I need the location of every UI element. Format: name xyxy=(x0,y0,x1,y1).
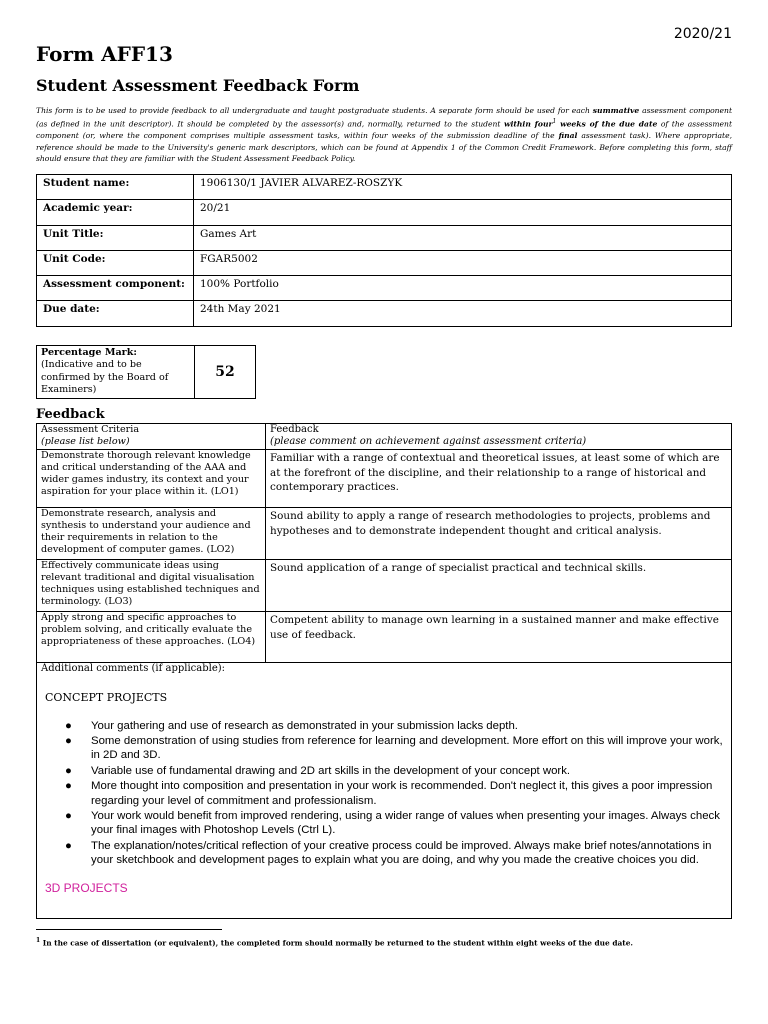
list-item xyxy=(41,779,727,808)
details-row xyxy=(37,250,732,275)
intro-text: assessment component (as defined in the unit descriptor). It should be completed by the assessor(s) and, normally, returned to the student xyxy=(36,106,732,129)
additional-comments-row xyxy=(37,662,732,918)
footnote xyxy=(36,937,633,947)
bullet-icon: ● xyxy=(65,735,72,748)
percentage-mark-label xyxy=(37,346,195,399)
criteria-header-title: Assessment Criteria xyxy=(41,424,140,435)
feedback-text: Familiar with a range of contextual and theoretical issues, at least some of which are at the forefront of the discipline, and their relationship to a range of historical and contemporary practices. xyxy=(266,449,732,507)
feedback-header-row xyxy=(37,424,732,450)
feedback-text: Sound application of a range of specialist practical and technical skills. xyxy=(266,559,732,611)
bullet-icon: ● xyxy=(65,764,72,777)
percentage-mark-value: 52 xyxy=(195,346,256,399)
academic-year-header: 2020/21 xyxy=(673,26,732,42)
additional-comments-cell xyxy=(37,662,732,918)
details-label: Due date: xyxy=(37,301,194,326)
list-item-text: Variable use of fundamental drawing and 2D art skills in the development of your concept work. xyxy=(91,764,571,777)
details-value: 100% Portfolio xyxy=(194,276,732,301)
details-value: 20/21 xyxy=(194,200,732,225)
criteria-header xyxy=(37,424,266,450)
criteria-text: Demonstrate research, analysis and synthesis to understand your audience and their requirements in relation to the development of computer games. (LO2) xyxy=(37,507,266,559)
details-row xyxy=(37,301,732,326)
footnote-text: In the case of dissertation (or equivalent), the completed form should normally be returned to the student within eight weeks of the due date. xyxy=(40,938,633,948)
list-item xyxy=(41,734,727,763)
intro-bold: within four xyxy=(503,119,553,129)
footnote-number: 1 xyxy=(36,937,41,944)
list-item-text: More thought into composition and presentation in your work is recommended. Don't neglect it, this gives a poor impression regarding your level of commitment and professionalism. xyxy=(91,780,713,807)
additional-comments-label: Additional comments (if applicable): xyxy=(41,662,226,674)
feedback-header xyxy=(266,424,732,450)
criteria-text: Demonstrate thorough relevant knowledge and critical understanding of the AAA and wider games industry, its context and your aspiration for your place within it. (LO1) xyxy=(37,449,266,507)
list-item-text: Some demonstration of using studies from reference for learning and development. More effort on this will improve your work, in 2D and 3D. xyxy=(91,735,723,762)
intro-paragraph xyxy=(36,105,732,165)
feedback-text: Sound ability to apply a range of research methodologies to projects, problems and hypotheses and to demonstrate independent thought and critical analysis. xyxy=(266,507,732,559)
details-value: 24th May 2021 xyxy=(194,301,732,326)
feedback-heading: Feedback xyxy=(36,407,105,422)
percentage-mark-box xyxy=(36,345,256,399)
details-row xyxy=(37,200,732,225)
intro-bold: final xyxy=(558,131,578,141)
bullet-icon: ● xyxy=(65,719,72,732)
details-label: Academic year: xyxy=(37,200,194,225)
bullet-icon: ● xyxy=(65,810,72,823)
criteria-header-note: (please list below) xyxy=(41,436,130,448)
feedback-header-title: Feedback xyxy=(270,424,319,435)
details-row xyxy=(37,175,732,200)
list-item xyxy=(41,809,727,838)
details-value: 1906130/1 JAVIER ALVAREZ-ROSZYK xyxy=(194,175,732,200)
list-item xyxy=(41,719,727,733)
feedback-header-note: (please comment on achievement against assessment criteria) xyxy=(270,436,587,448)
criteria-text: Apply strong and specific approaches to problem solving, and critically evaluate the appropriateness of these approaches. (LO4) xyxy=(37,611,266,662)
intro-text: of the assessment component (or, where the component comprises multiple assessment tasks, within four weeks of the submission deadline of the xyxy=(36,119,732,141)
details-label: Assessment component: xyxy=(37,276,194,301)
3d-projects-heading: 3D PROJECTS xyxy=(45,880,128,895)
list-item-text: The explanation/notes/critical reflection of your creative process could be improved. Always make brief notes/annotations in your sketchbook and development pages to explain what you are doing, and why you made the creative choices you did. xyxy=(91,839,712,867)
details-value: Games Art xyxy=(194,225,732,250)
feedback-table xyxy=(36,423,732,919)
criteria-text: Effectively communicate ideas using relevant traditional and digital visualisation techniques using established techniques and terminology. (LO3) xyxy=(37,559,266,611)
feedback-text: Competent ability to manage own learning in a sustained manner and make effective use of feedback. xyxy=(266,611,732,662)
bullet-icon: ● xyxy=(65,780,72,793)
criteria-row xyxy=(37,559,732,611)
footnote-divider xyxy=(36,929,222,930)
intro-bold: weeks of the due date xyxy=(556,119,658,129)
percentage-mark-title: Percentage Mark: xyxy=(41,347,137,358)
criteria-row xyxy=(37,449,732,507)
details-label: Unit Title: xyxy=(37,225,194,250)
details-label: Unit Code: xyxy=(37,250,194,275)
criteria-row xyxy=(37,611,732,662)
list-item-text: Your work would benefit from improved rendering, using a wider range of values when presenting your images. Always check your final images with Photoshop Levels (Ctrl L). xyxy=(91,810,720,837)
bullet-icon: ● xyxy=(65,839,72,852)
details-label: Student name: xyxy=(37,175,194,200)
comments-list xyxy=(41,719,727,868)
details-value: FGAR5002 xyxy=(194,250,732,275)
intro-text: This form is to be used to provide feedback to all undergraduate and taught postgraduate students. A separate form should be used for each xyxy=(36,106,593,115)
percentage-mark-note: (Indicative and to be confirmed by the Board of Examiners) xyxy=(41,359,169,396)
form-title: Form AFF13 xyxy=(36,42,173,66)
details-row xyxy=(37,225,732,250)
student-details-table xyxy=(36,174,732,327)
form-subtitle: Student Assessment Feedback Form xyxy=(36,76,360,95)
details-row xyxy=(37,276,732,301)
criteria-row xyxy=(37,507,732,559)
concept-projects-heading: CONCEPT PROJECTS xyxy=(45,691,168,705)
list-item xyxy=(41,839,727,868)
footnote-ref: 1 xyxy=(552,118,557,126)
list-item xyxy=(41,764,727,778)
list-item-text: Your gathering and use of research as demonstrated in your submission lacks depth. xyxy=(91,719,518,732)
intro-text: assessment task). Where appropriate, reference should be made to the University's generic mark descriptors, which can be found at Appendix 1 of the Common Credit Framework. Before completing this form, staff should ensure that they are familiar with the Student Assessment Feedback Policy. xyxy=(36,131,732,164)
intro-bold: summative xyxy=(592,106,640,115)
